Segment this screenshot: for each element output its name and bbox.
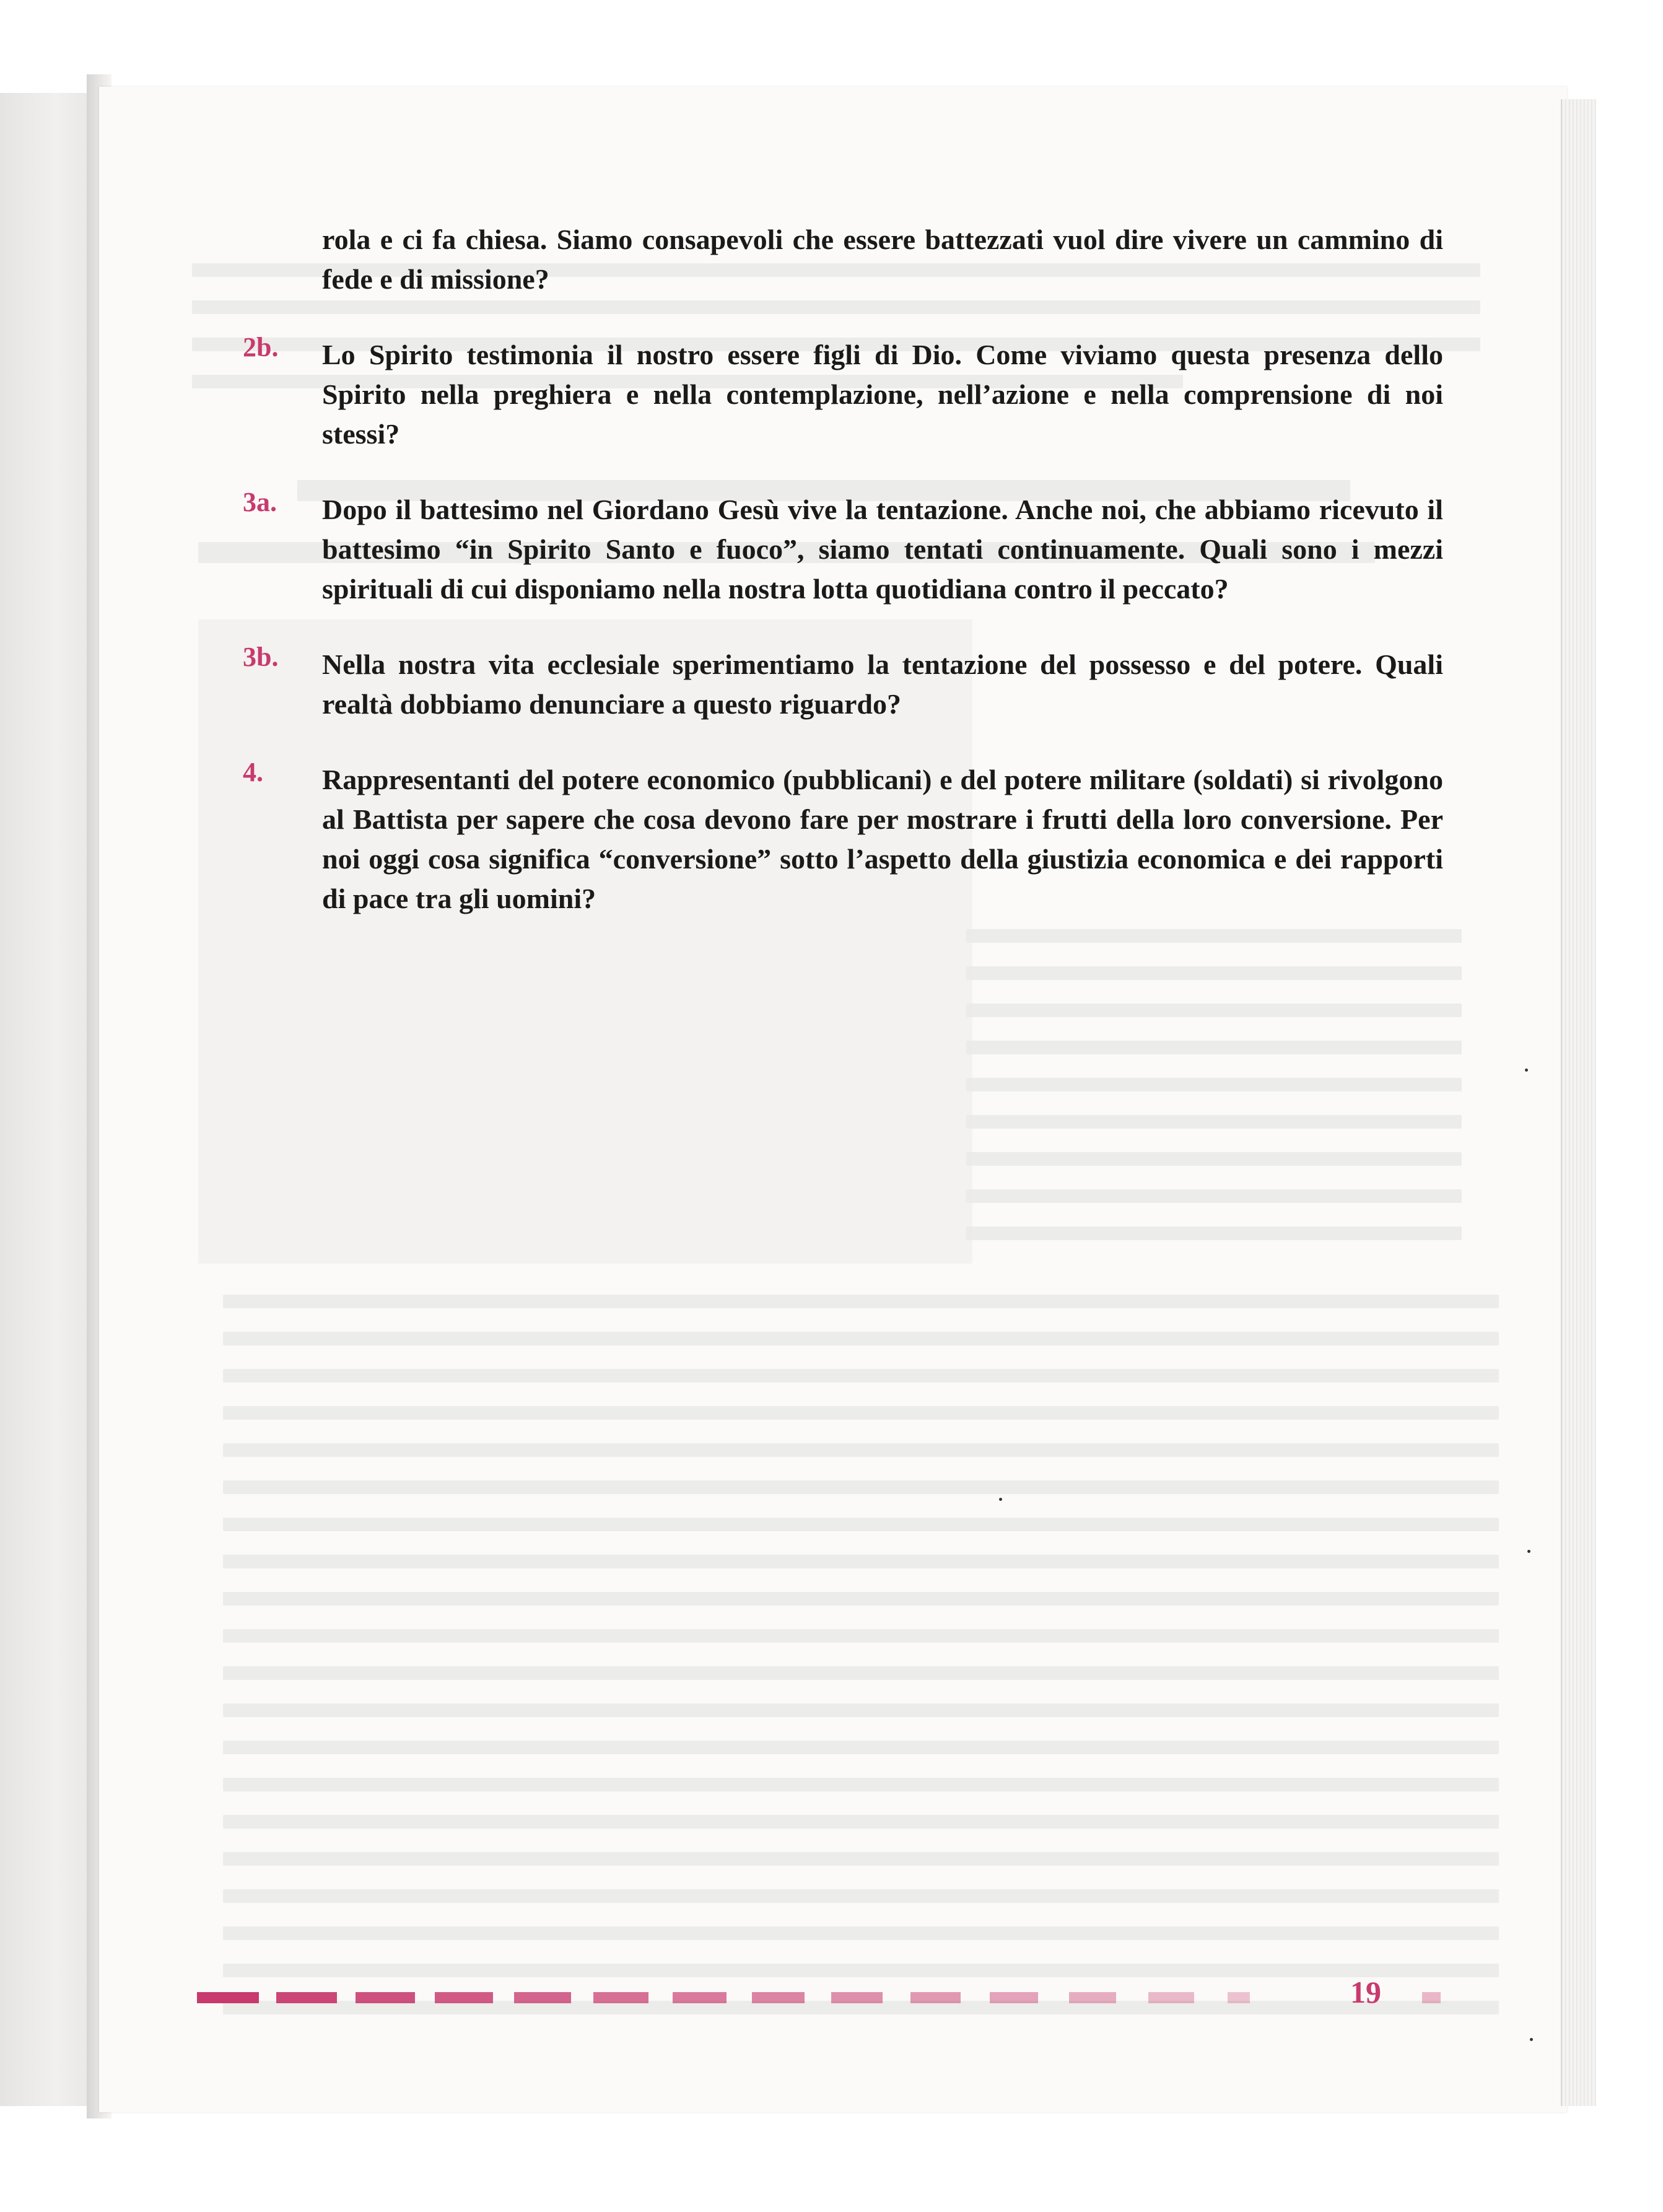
scan-speck bbox=[999, 1498, 1002, 1501]
footer-bar-segment bbox=[1069, 1992, 1116, 2003]
question-label: 4. bbox=[243, 757, 263, 787]
page-number: 19 bbox=[1350, 1975, 1381, 2009]
show-through-line bbox=[223, 1926, 1499, 1940]
scan-speck bbox=[1525, 1069, 1528, 1072]
show-through-line bbox=[966, 1226, 1462, 1240]
footer-bar-segment bbox=[910, 1992, 961, 2003]
footer-decorative-bar bbox=[197, 1987, 1448, 2008]
show-through-line bbox=[966, 1115, 1462, 1129]
show-through-line bbox=[966, 1003, 1462, 1017]
question-text: Dopo il battesimo nel Giordano Gesù vive la tentazione. Anche noi, che abbiamo ricevuto il battesimo “in Spirito Santo e fuoco”, siamo tentati continuamente. Quali sono i mezzi spirituali di cui disponiamo nella nostra lotta quotidiana contro il peccato? bbox=[322, 494, 1443, 605]
footer-bar-segment bbox=[197, 1992, 259, 2003]
footer-bar-segment bbox=[514, 1992, 571, 2003]
show-through-line bbox=[223, 1815, 1499, 1829]
footer-bar-segment bbox=[593, 1992, 648, 2003]
question-text: Rappresentanti del potere economico (pubblicani) e del potere militare (soldati) si rivolgono al Battista per sapere che cosa devono fare per mostrare i frutti della loro conversione. Per noi oggi cosa significa “conversione” sotto l’aspetto della giustizia economica e dei rapporti di pace tra gli uomini? bbox=[322, 764, 1443, 914]
question-label: 3a. bbox=[243, 487, 277, 517]
show-through-line bbox=[223, 1889, 1499, 1903]
show-through-line bbox=[223, 1480, 1499, 1494]
show-through-line bbox=[223, 1406, 1499, 1420]
show-through-line bbox=[966, 1078, 1462, 1091]
show-through-line bbox=[223, 1555, 1499, 1568]
show-through-line bbox=[966, 1041, 1462, 1054]
show-through-line bbox=[223, 1518, 1499, 1531]
question-item bbox=[322, 220, 1443, 299]
footer-bar-segment bbox=[1228, 1992, 1250, 2003]
right-page-stack-edge bbox=[1561, 99, 1596, 2106]
question-text: rola e ci fa chiesa. Siamo consapevoli che essere battezzati vuol dire vivere un cammino di fede e di missione? bbox=[322, 224, 1443, 295]
question-label: 3b. bbox=[243, 642, 279, 672]
footer-bar-segment bbox=[752, 1992, 805, 2003]
show-through-line bbox=[223, 1666, 1499, 1680]
footer-bar-segment bbox=[673, 1992, 727, 2003]
show-through-line bbox=[966, 966, 1462, 980]
show-through-line bbox=[223, 1369, 1499, 1383]
show-through-line bbox=[223, 1852, 1499, 1866]
show-through-line bbox=[223, 1295, 1499, 1308]
show-through-line bbox=[223, 1778, 1499, 1791]
question-item bbox=[243, 332, 1443, 454]
question-item bbox=[243, 487, 1443, 609]
show-through-line bbox=[966, 1189, 1462, 1203]
scan-speck bbox=[1530, 2038, 1533, 2041]
footer-bar-segment bbox=[276, 1992, 337, 2003]
question-text: Nella nostra vita ecclesiale sperimentiamo la tentazione del possesso e del potere. Quali realtà dobbiamo denunciare a questo riguardo? bbox=[322, 649, 1443, 720]
show-through-line bbox=[223, 1741, 1499, 1754]
question-item bbox=[243, 757, 1443, 919]
footer-bar-segment bbox=[1148, 1992, 1194, 2003]
footer-bar-segment bbox=[990, 1992, 1038, 2003]
show-through-line bbox=[223, 1332, 1499, 1345]
footer-bar-segment bbox=[435, 1992, 493, 2003]
show-through-line bbox=[223, 1703, 1499, 1717]
left-facing-page-edge bbox=[0, 93, 93, 2106]
footer-bar-segment bbox=[831, 1992, 883, 2003]
question-label: 2b. bbox=[243, 332, 279, 362]
show-through-line bbox=[966, 1152, 1462, 1166]
question-item bbox=[243, 642, 1443, 724]
question-text: Lo Spirito testimonia il nostro essere figli di Dio. Come viviamo questa presenza dello Spirito nella preghiera e nella contemplazione, nell’azione e nella comprensione di noi stessi? bbox=[322, 339, 1443, 450]
footer-bar-segment bbox=[356, 1992, 415, 2003]
questions-list bbox=[243, 220, 1443, 955]
show-through-line bbox=[223, 1443, 1499, 1457]
scan-speck bbox=[1527, 1550, 1530, 1553]
footer-bar-segment bbox=[1422, 1992, 1441, 2003]
show-through-line bbox=[223, 1964, 1499, 1977]
show-through-line bbox=[223, 1629, 1499, 1643]
show-through-line bbox=[223, 1592, 1499, 1606]
